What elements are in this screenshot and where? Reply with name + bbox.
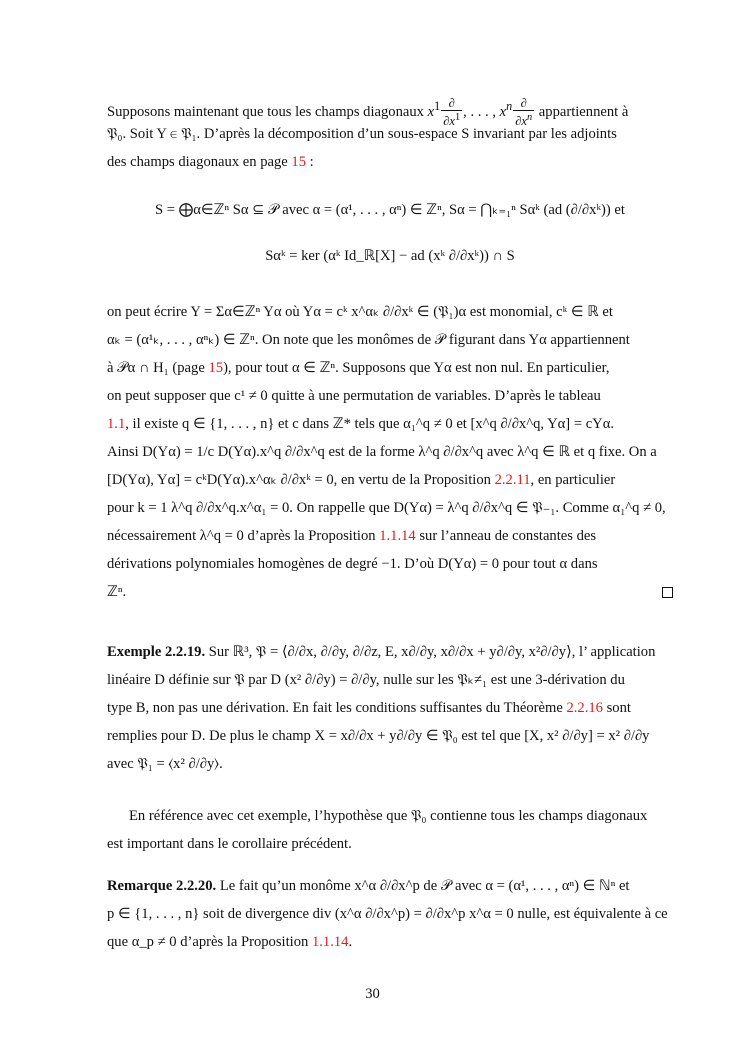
proof-line-9-a: nécessairement λ^q = 0 d’après la Proposition [107,528,380,544]
proof-line-2: αₖ = (α¹ₖ, . . . , αⁿₖ) ∈ ℤⁿ. On note que les monômes de 𝒫 figurant dans Yα appartiennent [107,332,630,348]
proof-line-1: on peut écrire Y = Σα∈ℤⁿ Yα où Yα = cᵏ x^αₖ ∂/∂xᵏ ∈ (𝔓₁)α est monomial, cᵏ ∈ ℝ et [107,304,613,320]
paragraph-intro [107,92,673,176]
page-ref-link-2[interactable]: 15 [208,360,224,376]
proposition-ref-link-2[interactable]: 1.1.14 [379,528,416,544]
proof-line-7-a: [D(Yα), Yα] = cᵏD(Yα).x^αₖ ∂/∂xᵏ = 0, en vertu de la Proposition [107,472,495,488]
equation-line-1: S = ⨁α∈ℤⁿ Sα ⊆ 𝒫 avec α = (α¹, . . . , αⁿ) ∈ ℤⁿ, Sα = ⋂ₖ₌₁ⁿ Sαᵏ (ad (∂/∂xᵏ)) et [155,202,625,218]
theorem-ref-link[interactable]: 2.2.16 [566,700,603,716]
remark-line-1-b: Le fait qu’un monôme x^α ∂/∂x^p de 𝒫 avec α = (α¹, . . . , αⁿ) ∈ ℕⁿ et [216,878,630,894]
example-line-1-b: Sur ℝ³, 𝔓 = ⟨∂/∂x, ∂/∂y, ∂/∂z, E, x∂/∂y, x∂/∂x + y∂/∂y, x²∂/∂y⟩, l’ application [205,644,656,660]
proof-line-7 [107,466,673,494]
example-line-3-b: sont [602,700,631,716]
qed-square-icon [662,587,673,598]
example-line-3-a: type B, non pas une dérivation. En fait les conditions suffisantes du Théorème [107,700,567,716]
proposition-ref-link-1[interactable]: 2.2.11 [494,472,531,488]
proof-line-10: dérivations polynomiales homogènes de degré −1. D’où D(Yα) = 0 pour tout α dans [107,556,598,572]
example-line-4: remplies pour D. De plus le champ X = x∂/∂x + y∂/∂y ∈ 𝔓₀ est tel que [X, x² ∂/∂y] = x² ∂/∂y [107,728,650,744]
proof-line-9-b: sur l’anneau de constantes des [415,528,597,544]
intro-line-3-end: : [305,154,314,170]
proof-line-9 [107,522,673,550]
context-line-2: est important dans le corollaire précédent. [107,836,352,852]
intro-line-1: Supposons maintenant que tous les champs diagonaux $x^1$ $\frac{\partial}{\partial x^1}$ , . . . , $x^n$ $\frac{\partial}{\partial x^n}$ appartiennent à [107,95,629,129]
page-number: 30 [365,986,380,1002]
proof-line-3 [107,354,673,382]
proof-line-7-b: , en particulier [530,472,616,488]
intro-line-2: 𝔓₀. Soit Y ∈ 𝔓₁. D’après la décomposition d’un sous-espace S invariant par les adjoints [107,126,617,142]
remark-line-3 [107,928,673,956]
equation-eigenspace [107,244,673,268]
context-line-1: En référence avec cet exemple, l’hypothèse que 𝔓₀ contienne tous les champs diagonaux [129,808,648,824]
proof-line-6: Ainsi D(Yα) = 1/c D(Yα).x^q ∂/∂x^q est de la forme λ^q ∂/∂x^q avec λ^q ∈ ℝ et q fixe. On a [107,444,657,460]
proof-line-5-b: , il existe q ∈ {1, . . . , n} et c dans ℤ* tels que α₁^q ≠ 0 et [x^q ∂/∂x^q, Yα] = cYα. [125,416,615,432]
remark-label: Remarque 2.2.20. [107,878,217,894]
example-label: Exemple 2.2.19. [107,644,206,660]
proof-line-4: on peut supposer que c¹ ≠ 0 quitte à une permutation de variables. D’après le tableau [107,388,601,404]
table-ref-link[interactable]: 1.1 [107,416,126,432]
proof-line-3-b: ), pour tout α ∈ ℤⁿ. Supposons que Yα est non nul. En particulier, [223,360,610,376]
remark-line-1 [107,872,673,900]
paragraph-proof [107,298,673,606]
equation-decomposition [107,198,673,222]
remark-line-3-b: . [348,934,353,950]
page-ref-link[interactable]: 15 [291,154,306,170]
proof-line-8: pour k = 1 λ^q ∂/∂x^q.x^α₁ = 0. On rappelle que D(Yα) = λ^q ∂/∂x^q ∈ 𝔓₋₁. Comme α₁^q ≠ 0, [107,500,666,516]
example-line-3 [107,694,673,722]
intro-line-3 [107,148,673,176]
proof-line-3-a: à 𝒫α ∩ H₁ (page [107,360,209,376]
example-line-2: linéaire D définie sur 𝔓 par D (x² ∂/∂y) = ∂/∂y, nulle sur les 𝔓ₖ≠₁ est une 3-dérivation du [107,672,625,688]
intro-line-3-text: des champs diagonaux en page [107,154,292,170]
equation-line-2: Sαᵏ = ker (αᵏ Id_ℝ[X] − ad (xᵏ ∂/∂xᵏ)) ∩ S [265,248,515,264]
proof-line-11 [107,578,673,606]
proposition-ref-link-3[interactable]: 1.1.14 [311,934,349,950]
proof-line-11-text: ℤⁿ. [107,584,127,600]
remark-block [107,872,673,956]
example-block [107,638,673,778]
remark-line-3-a: que α_p ≠ 0 d’après la Proposition [107,934,312,950]
proof-line-5 [107,410,673,438]
example-line-1 [107,638,673,666]
example-line-5: avec 𝔓₁ = ⟨x² ∂/∂y⟩. [107,756,223,772]
remark-line-2: p ∈ {1, . . . , n} soit de divergence div (x^α ∂/∂x^p) = ∂/∂x^p x^α = 0 nulle, est équivalente à ce [107,906,668,922]
paragraph-remark-context [107,802,673,858]
